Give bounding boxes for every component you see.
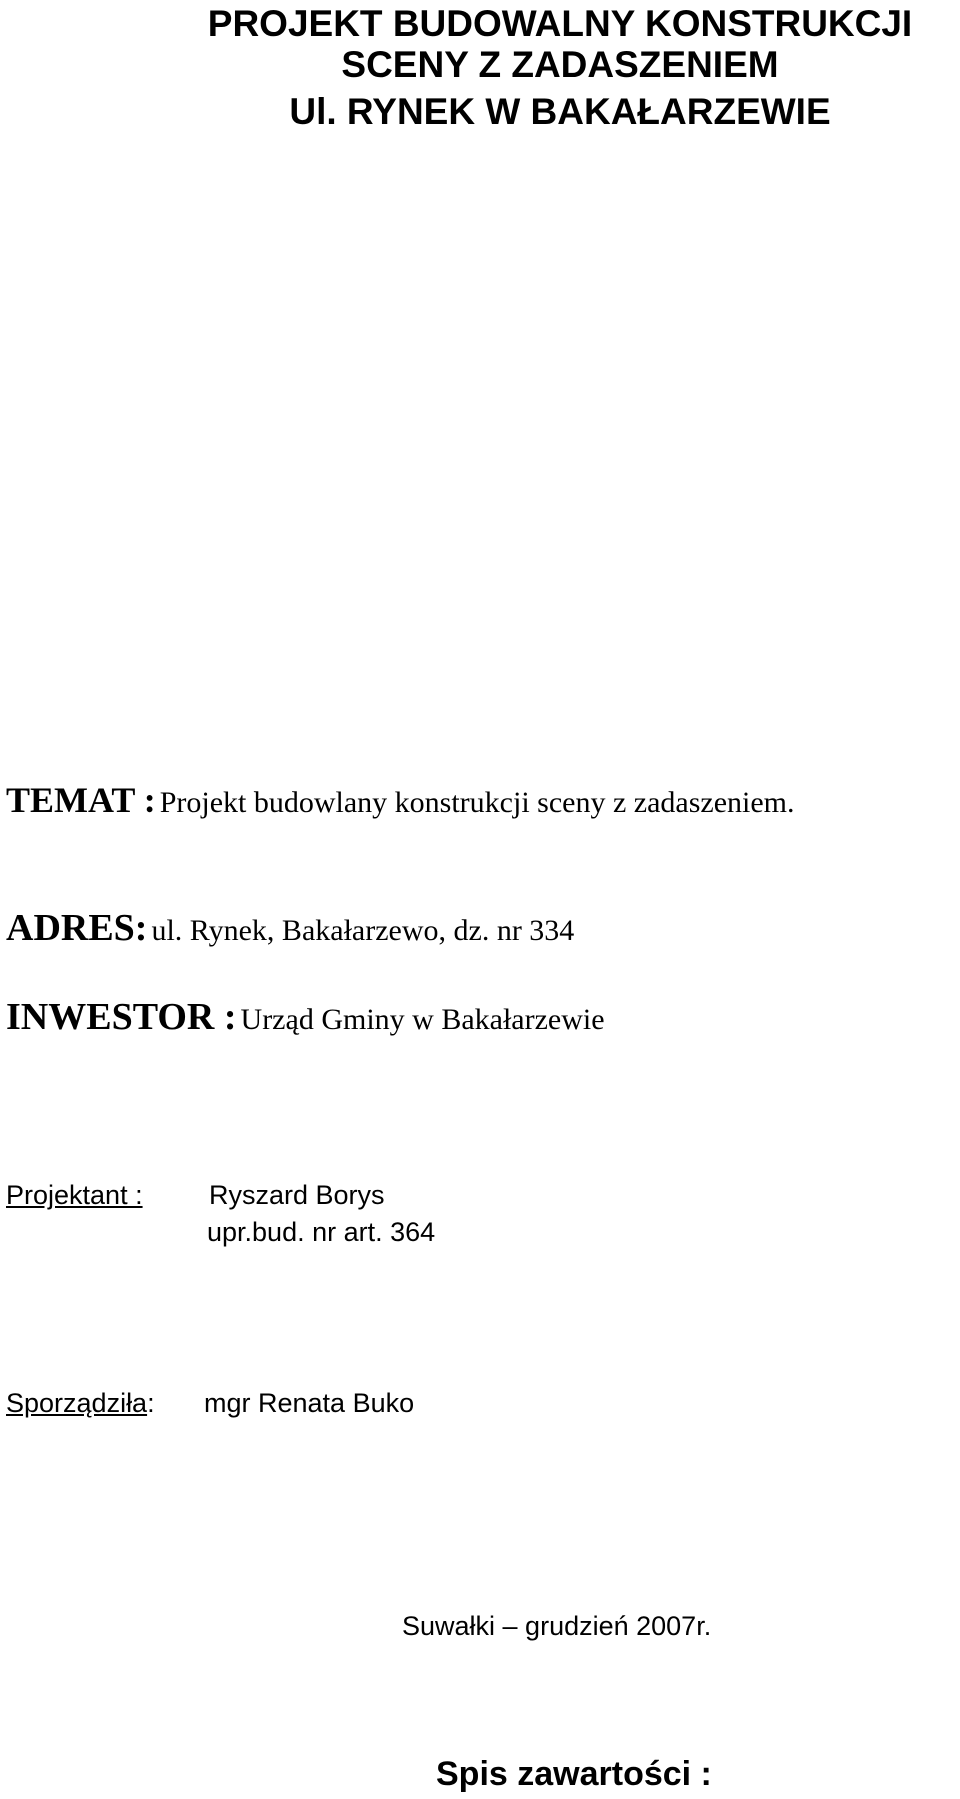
projektant-label: Projektant : bbox=[6, 1180, 143, 1210]
projektant-name: Ryszard Borys bbox=[209, 1180, 385, 1210]
sporzadzila-name: mgr Renata Buko bbox=[204, 1388, 415, 1418]
inwestor-label: INWESTOR : bbox=[6, 996, 237, 1038]
temat-label: TEMAT : bbox=[6, 780, 156, 820]
title-line-1: PROJEKT BUDOWALNY KONSTRUKCJI bbox=[207, 3, 913, 44]
inwestor-field bbox=[6, 995, 605, 1047]
adres-field bbox=[6, 906, 574, 958]
toc-heading: Spis zawartości : bbox=[436, 1755, 712, 1793]
sporzadzila-label: Sporządziła bbox=[6, 1388, 148, 1418]
sporzadzila-label-group bbox=[6, 1386, 155, 1420]
sporzadzila-colon: : bbox=[147, 1388, 155, 1418]
adres-value: ul. Rynek, Bakałarzewo, dz. nr 334 bbox=[151, 914, 575, 947]
temat-field bbox=[6, 778, 795, 830]
adres-label: ADRES: bbox=[6, 907, 148, 949]
place-date: Suwałki – grudzień 2007r. bbox=[402, 1611, 712, 1641]
inwestor-value: Urząd Gminy w Bakałarzewie bbox=[240, 1003, 605, 1036]
title-line-2: SCENY Z ZADASZENIEM bbox=[341, 44, 779, 85]
temat-value: Projekt budowlany konstrukcji sceny z zadaszeniem. bbox=[159, 786, 795, 819]
title-line-3: Ul. RYNEK W BAKAŁARZEWIE bbox=[289, 91, 831, 132]
projektant-license: upr.bud. nr art. 364 bbox=[207, 1217, 436, 1247]
